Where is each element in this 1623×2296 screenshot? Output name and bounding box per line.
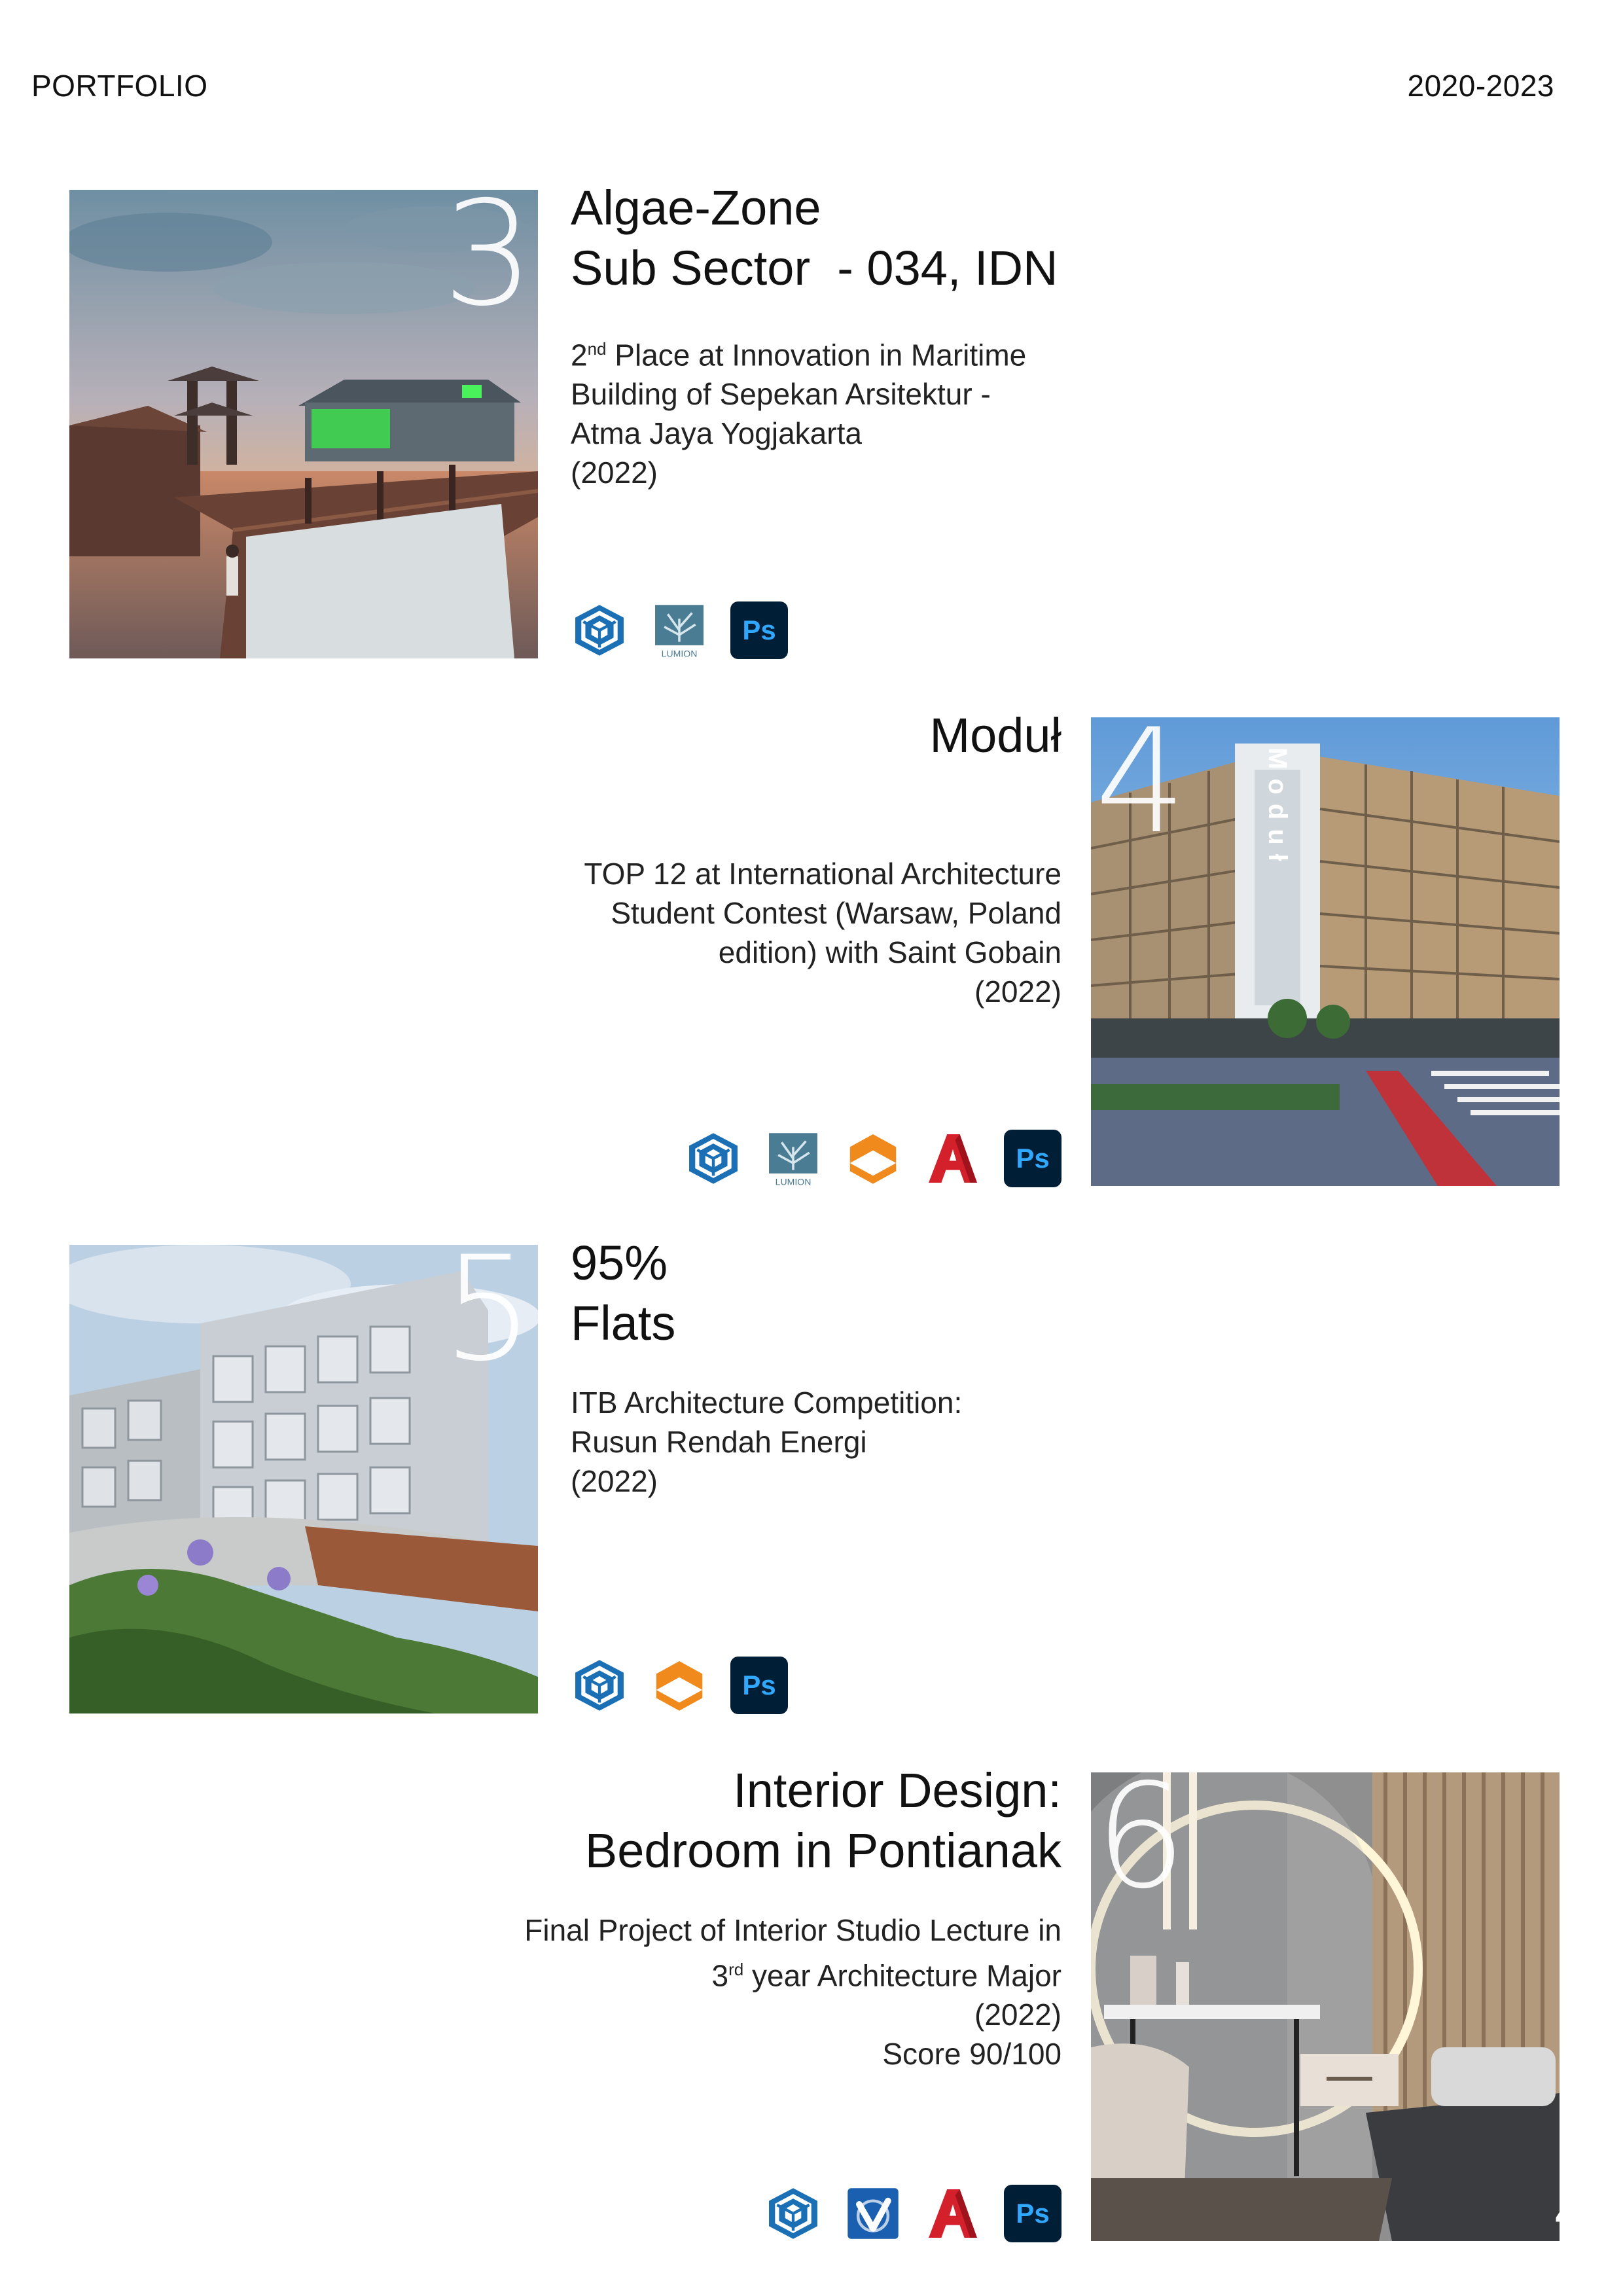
modul-sign-text: Moduł bbox=[1263, 747, 1292, 870]
project-5-software bbox=[571, 1656, 788, 1715]
autocad-icon bbox=[924, 1130, 982, 1187]
photoshop-icon: Ps bbox=[730, 1657, 788, 1714]
lumion-wordmark: LUMION bbox=[775, 1176, 812, 1187]
project-6-title-line-2: Bedroom in Pontianak bbox=[584, 1823, 1061, 1878]
project-6-software bbox=[764, 2184, 1061, 2243]
project-3-desc-line-3: Atma Jaya Yogjakarta bbox=[571, 416, 862, 451]
project-4-desc-line-1: TOP 12 at International Architecture bbox=[584, 857, 1061, 891]
project-4-description bbox=[544, 854, 1061, 1011]
project-6-desc-ordinal-suffix: rd bbox=[728, 1960, 744, 1979]
project-3-desc-line-2: Building of Sepekan Arsitektur - bbox=[571, 377, 991, 412]
project-3-title bbox=[571, 178, 1088, 298]
project-3-image bbox=[69, 190, 538, 658]
project-4-desc-line-3: edition) with Saint Gobain bbox=[718, 935, 1061, 969]
project-5-desc-line-1: ITB Architecture Competition: bbox=[571, 1386, 963, 1420]
enscape-icon bbox=[651, 1657, 708, 1714]
project-6-desc-line-3: (2022) bbox=[974, 1998, 1061, 2032]
project-3-software bbox=[571, 601, 788, 660]
project-6-number: 6 bbox=[1095, 1772, 1186, 1920]
project-3-desc-ordinal: 2 bbox=[571, 338, 588, 372]
project-5-title-line-2: Flats bbox=[571, 1296, 676, 1350]
portfolio-label: PORTFOLIO bbox=[31, 69, 208, 103]
project-5-number: 5 bbox=[442, 1245, 534, 1393]
project-4-number: 4 bbox=[1095, 717, 1186, 865]
photoshop-icon: Ps bbox=[1004, 2185, 1061, 2242]
project-3-description bbox=[571, 329, 1088, 492]
project-6-title-line-1: Interior Design: bbox=[733, 1763, 1061, 1818]
autocad-icon bbox=[924, 2185, 982, 2242]
project-3-title-line-2: Sub Sector - 034, IDN bbox=[571, 241, 1058, 295]
project-4-software bbox=[685, 1129, 1061, 1188]
project-6-desc-line-1: Final Project of Interior Studio Lecture in bbox=[524, 1913, 1061, 1947]
vray-icon bbox=[844, 2185, 902, 2242]
moduł-sign bbox=[1263, 747, 1292, 870]
sketchup-icon bbox=[571, 1657, 628, 1714]
project-5-image bbox=[69, 1245, 538, 1713]
project-3-desc-line-1: Place at Innovation in Maritime bbox=[606, 338, 1027, 372]
project-4-title bbox=[544, 706, 1061, 766]
project-4-title-line-1: Moduł bbox=[929, 708, 1061, 762]
project-6-desc-line-4: Score 90/100 bbox=[882, 2037, 1061, 2072]
lumion-wordmark: LUMION bbox=[661, 648, 698, 659]
project-5-title bbox=[571, 1233, 1088, 1354]
project-6-image bbox=[1091, 1772, 1560, 2241]
project-6-title bbox=[544, 1761, 1061, 1881]
lumion-icon bbox=[651, 601, 708, 659]
project-5-desc-line-3: (2022) bbox=[571, 1464, 658, 1498]
project-4-desc-line-4: (2022) bbox=[974, 975, 1061, 1009]
project-6-desc-line-2: year Architecture Major bbox=[743, 1958, 1061, 1993]
project-4-image bbox=[1091, 717, 1560, 1186]
project-6-desc-ordinal: 3 bbox=[711, 1958, 729, 1993]
enscape-icon bbox=[844, 1130, 902, 1187]
project-3-desc-ordinal-suffix: nd bbox=[587, 339, 607, 359]
page-number: 4 bbox=[1555, 2192, 1577, 2236]
sketchup-icon bbox=[764, 2185, 822, 2242]
project-3-desc-line-4: (2022) bbox=[571, 456, 658, 490]
sketchup-icon bbox=[571, 601, 628, 659]
lumion-icon bbox=[764, 1130, 822, 1187]
project-6-description bbox=[458, 1910, 1061, 2073]
project-5-description bbox=[571, 1383, 1088, 1501]
project-4-desc-line-2: Student Contest (Warsaw, Poland bbox=[611, 896, 1061, 930]
project-5-desc-line-2: Rusun Rendah Energi bbox=[571, 1425, 867, 1459]
project-3-title-line-1: Algae-Zone bbox=[571, 181, 821, 235]
photoshop-icon: Ps bbox=[730, 601, 788, 659]
project-3-number: 3 bbox=[442, 190, 534, 338]
project-5-title-line-1: 95% bbox=[571, 1236, 668, 1290]
sketchup-icon bbox=[685, 1130, 742, 1187]
photoshop-icon: Ps bbox=[1004, 1130, 1061, 1187]
year-range: 2020-2023 bbox=[1407, 69, 1554, 103]
